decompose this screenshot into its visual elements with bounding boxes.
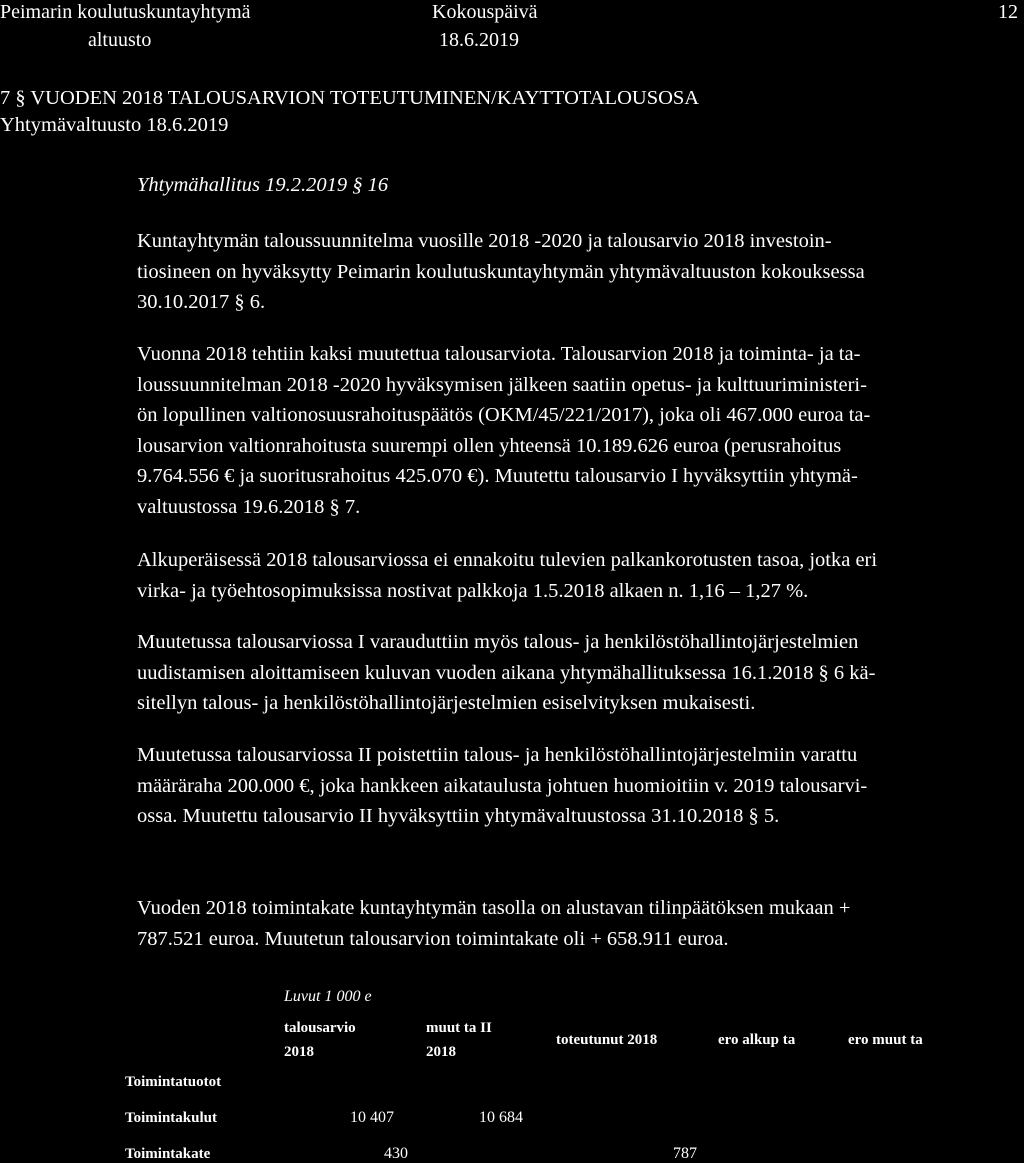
paragraph-line: ön lopullinen valtionosuusrahoituspäätös (OKM/45/221/2017), joka oli 467.000 euroa ta- [137,404,871,427]
meeting-date-value: 18.6.2019 [439,29,519,51]
col-header-diff-revised: ero muut ta [848,1032,923,1048]
col-header-actual: toteutunut 2018 [556,1032,658,1048]
section-title: 7 § VUODEN 2018 TALOUSARVION TOTEUTUMINEN/KAYTTOTALOUSOSA [0,87,700,109]
cell-expenses-revised: 10 684 [479,1109,523,1126]
paragraph-line: tiosineen on hyväksytty Peimarin koulutuskuntayhtymän yhtymävaltuuston kokouksessa [137,260,865,283]
paragraph-line: 9.764.556 € ja suoritusrahoitus 425.070 €). Muutettu talousarvio I hyväksyttiin yhtymä- [137,465,858,488]
row-label-expenses: Toimintakulut [125,1110,217,1126]
org-body: altuusto [88,29,152,51]
col-header-budget: talousarvio [284,1020,356,1036]
paragraph-budget-one [137,627,1007,719]
paragraph-line: Muutetussa talousarviossa II poistettiin talous- ja henkilöstöhallintojärjestelmiin varattu [137,744,858,766]
paragraph-salary-increases [137,545,1007,606]
paragraph-line: 30.10.2017 § 6. [137,291,266,314]
paragraph-line: sitellyn talous- ja henkilöstöhallintojärjestelmien esiselvityksen mukaisesti. [137,692,756,715]
col-header-budget-year: 2018 [284,1044,314,1060]
paragraph-line: Alkuperäisessä 2018 talousarviossa ei ennakoitu tulevien palkankorotusten tasoa, jotka eri [137,549,878,571]
table-unit-label: Luvut 1 000 e [284,988,372,1005]
paragraph-line: valtuustossa 19.6.2018 § 7. [137,495,361,518]
col-header-revised: muut ta II [426,1020,492,1036]
row-label-operating-margin: Toimintakate [125,1146,211,1162]
cell-margin-budget: 430 [384,1145,408,1162]
paragraph-line: Vuonna 2018 tehtiin kaksi muutettua talousarviota. Talousarvion 2018 ja toiminta- ja ta- [137,343,861,365]
row-label-income: Toimintatuotot [125,1074,222,1090]
paragraph-plan-approval [137,226,1007,318]
section-subtitle: Yhtymävaltuusto 18.6.2019 [0,114,229,136]
paragraph-line: uudistamisen aloittamiseen kuluvan vuoden aikana yhtymähallituksessa 16.1.2018 § 6 kä- [137,661,876,684]
paragraph-line: lousarvion valtionrahoitusta suurempi ollen yhteensä 10.189.626 euroa (perusrahoitus [137,434,842,457]
org-name: Peimarin koulutuskuntayhtymä [0,1,251,23]
meeting-date-label: Kokouspäivä [432,1,538,23]
cell-margin-actual: 787 [673,1145,697,1162]
paragraph-line: Vuoden 2018 toimintakate kuntayhtymän tasolla on alustavan tilinpäätöksen mukaan + [137,897,851,919]
paragraph-line: loussuunnitelman 2018 -2020 hyväksymisen jälkeen saatiin opetus- ja kulttuuriministeri- [137,373,867,396]
paragraph-line: ossa. Muutettu talousarvio II hyväksyttiin yhtymävaltuustossa 31.10.2018 § 5. [137,805,780,828]
paragraph-line: määräraha 200.000 €, joka hankkeen aikataulusta johtuen huomioitiin v. 2019 talousarvi- [137,774,868,797]
paragraph-line: Muutetussa talousarviossa I varauduttiin myös talous- ja henkilöstöhallintojärjestelmien [137,631,859,653]
col-header-revised-year: 2018 [426,1044,456,1060]
paragraph-line: 787.521 euroa. Muutetun talousarvion toimintakate oli + 658.911 euroa. [137,927,729,950]
paragraph-operating-margin [137,893,1007,954]
cell-expenses-budget: 10 407 [350,1109,394,1126]
col-header-diff-original: ero alkup ta [718,1032,796,1048]
page-number: 12 [998,1,1018,23]
paragraph-line: Kuntayhtymän taloussuunnitelma vuosille 2018 -2020 ja talousarvio 2018 investoin- [137,230,832,252]
board-reference: Yhtymähallitus 19.2.2019 § 16 [137,174,389,196]
paragraph-budget-two [137,740,1007,832]
paragraph-line: virka- ja työehtosopimuksissa nostivat palkkoja 1.5.2018 alkaen n. 1,16 – 1,27 %. [137,579,809,602]
paragraph-budget-changes [137,339,1007,523]
